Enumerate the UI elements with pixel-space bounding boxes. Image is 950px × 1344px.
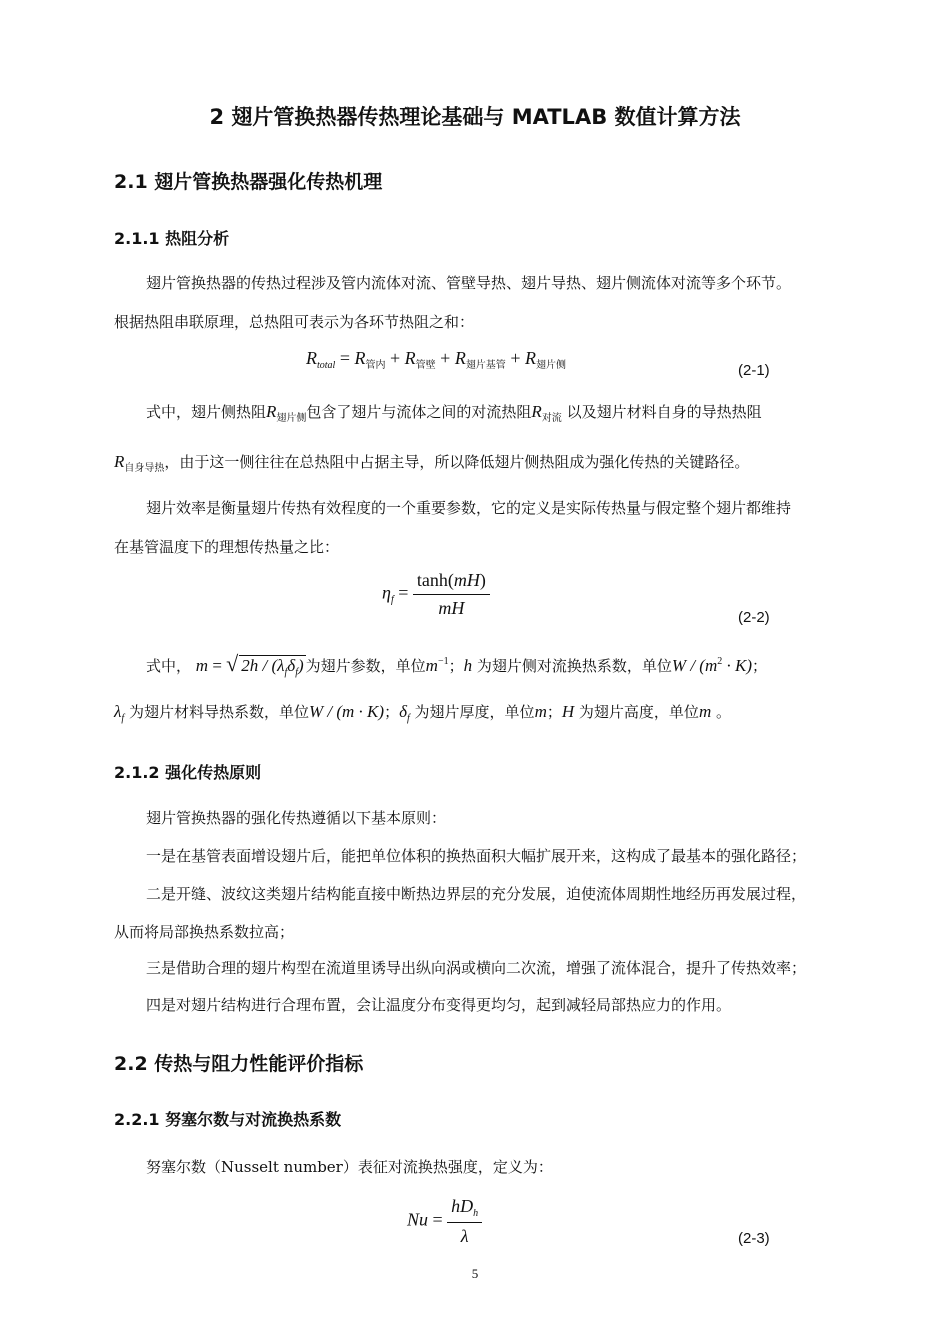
principle-2-line2: 从而将局部换热系数拉高；	[114, 923, 295, 941]
paragraph-fin-efficiency-line1: 翅片效率是衡量翅片传热有效程度的一个重要参数，它的定义是实际传热量与假定整个翅片都维持	[146, 499, 792, 517]
principle-3: 三是借助合理的翅片构型在流道里诱导出纵向涡或横向二次流，增强了流体混合，提升了传热效率；	[146, 959, 807, 977]
subsection-heading-2-1-2: 2.1.2 强化传热原则	[114, 763, 262, 782]
equation-2-1: $R_{total} = R_{管内} + R_{管壁} + R_{翅片基管} + R_{翅片侧}$	[306, 348, 566, 371]
equation-number-2-2: (2-2)	[738, 609, 770, 626]
equation-number-2-3: (2-3)	[738, 1230, 770, 1247]
subsection-heading-2-2-1: 2.2.1 努塞尔数与对流换热系数	[114, 1110, 342, 1129]
paragraph-parameter-definitions-line1: 式中， m = √ $2h / (\lambda_f\delta_f)$ 为翅片参数，单位$m^{-1}$；h 为翅片侧对流换热系数，单位$W / (m^2 \cdot K)$；	[146, 652, 767, 683]
section-heading-2-1: 2.1 翅片管换热器强化传热机理	[114, 171, 383, 193]
paragraph-fin-side-resistance-line2: $R_{自身导热}$，由于这一侧往往在总热阻中占据主导，所以降低翅片侧热阻成为强化传热的关键路径。	[114, 452, 750, 474]
equation-2-3: Nu = $\frac{hD_h}{\lambda}$	[407, 1196, 482, 1247]
chapter-title: 2 翅片管换热器传热理论基础与 MATLAB 数值计算方法	[209, 105, 741, 129]
principle-1: 一是在基管表面增设翅片后，能把单位体积的换热面积大幅扩展开来，这构成了最基本的强化路径；	[146, 847, 807, 865]
paragraph-thermal-resistance-line2: 根据热阻串联原理，总热阻可表示为各环节热阻之和：	[114, 313, 475, 331]
equation-number-2-1: (2-1)	[738, 362, 770, 379]
paragraph-thermal-resistance-line1: 翅片管换热器的传热过程涉及管内流体对流、管壁导热、翅片导热、翅片侧流体对流等多个环节。	[146, 274, 792, 292]
page-number: 5	[471, 1266, 479, 1281]
paragraph-fin-efficiency-line2: 在基管温度下的理想传热量之比：	[114, 538, 340, 556]
principle-4: 四是对翅片结构进行合理布置，会让温度分布变得更均匀，起到减轻局部热应力的作用。	[146, 996, 732, 1014]
subsection-heading-2-1-1: 2.1.1 热阻分析	[114, 229, 230, 248]
paragraph-fin-side-resistance-line1: 式中，翅片侧热阻$R_{翅片侧}$包含了翅片与流体之间的对流热阻$R_{对流}$ 以及翅片材料自身的导热热阻	[146, 402, 762, 424]
section-heading-2-2: 2.2 传热与阻力性能评价指标	[114, 1053, 364, 1075]
principle-2-line1: 二是开缝、波纹这类翅片结构能直接中断热边界层的充分发展，迫使流体周期性地经历再发展过程，	[146, 885, 807, 903]
paragraph-parameter-definitions-line2: $\lambda_f$ 为翅片材料导热系数，单位W / (m · K)；$\delta_f$ 为翅片厚度，单位m；H 为翅片高度，单位m 。	[114, 702, 732, 724]
equation-2-2: $\eta_f$ = $\frac{\tanh(mH)}{mH}$	[382, 570, 490, 619]
fin-efficiency-fraction: $\frac{\tanh(mH)}{mH}$	[413, 570, 490, 619]
paragraph-nusselt-number: 努塞尔数（Nusselt number）表征对流换热强度，定义为：	[146, 1158, 553, 1176]
principles-intro: 翅片管换热器的强化传热遵循以下基本原则：	[146, 809, 447, 827]
nusselt-fraction: $\frac{hD_h}{\lambda}$	[447, 1196, 482, 1247]
